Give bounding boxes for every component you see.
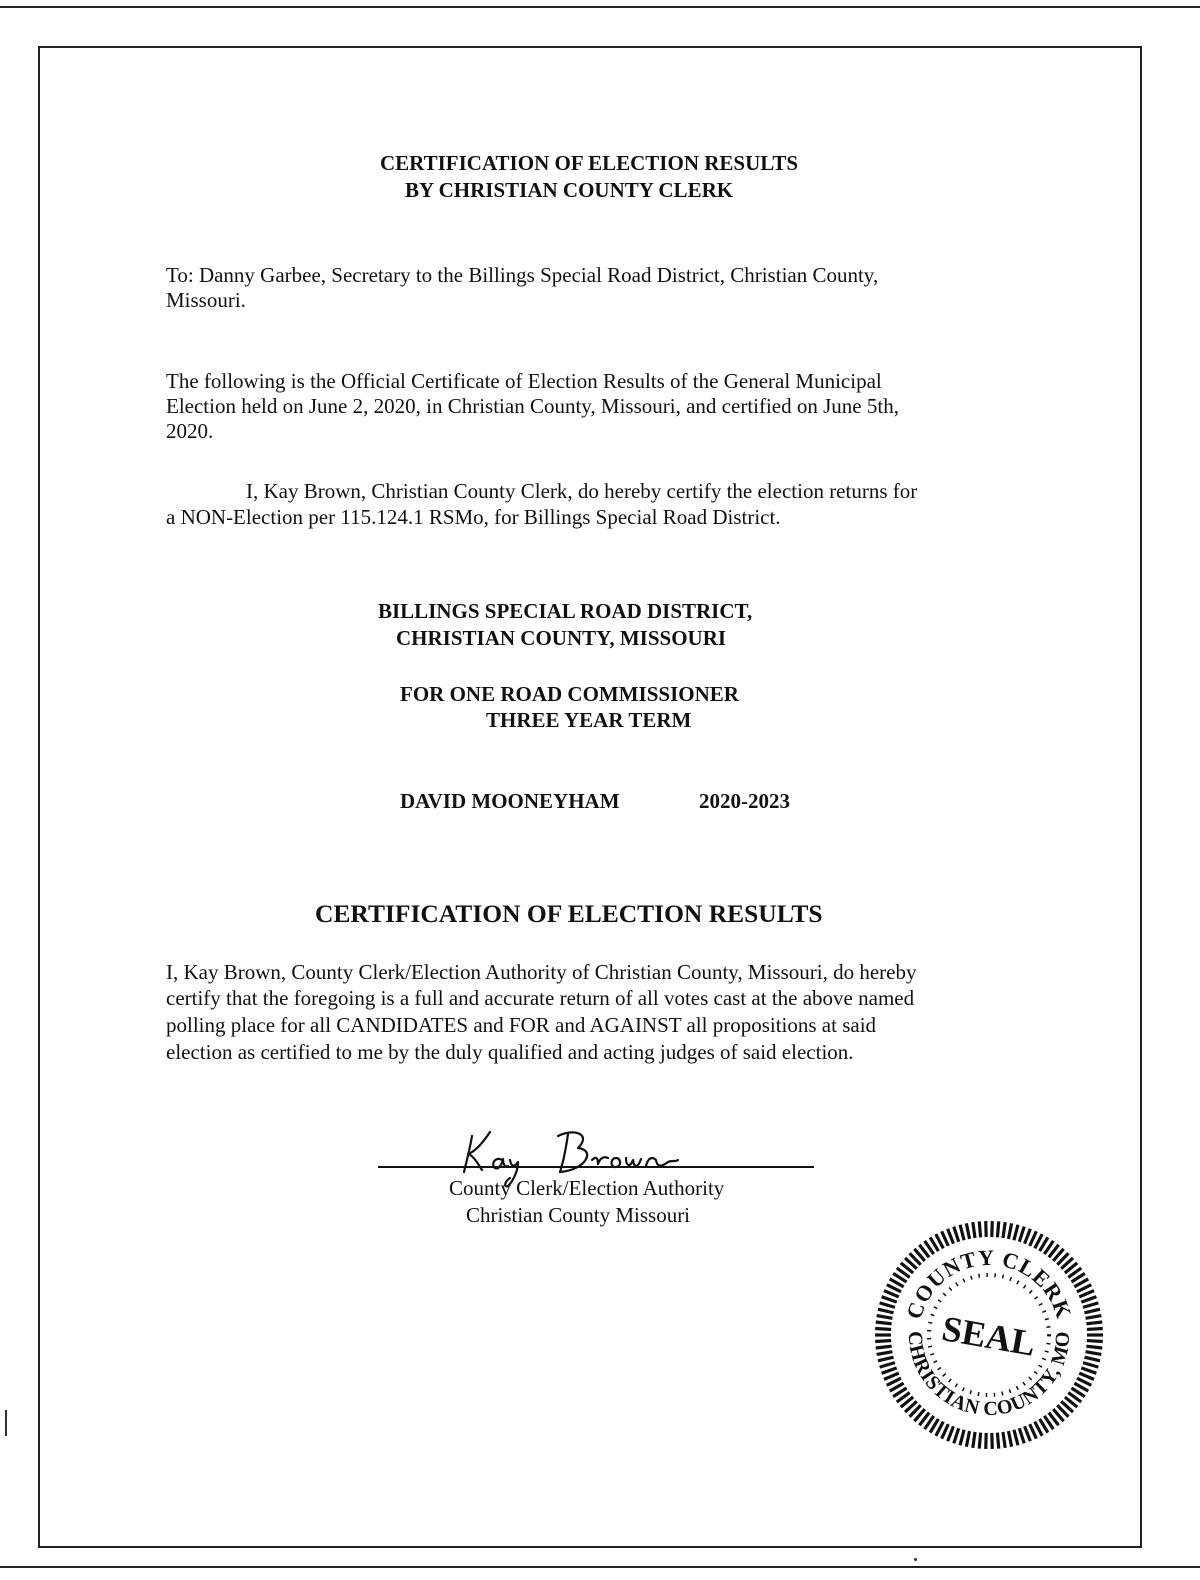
office-line-1: FOR ONE ROAD COMMISSIONER (400, 682, 739, 706)
district-line-2: CHRISTIAN COUNTY, MISSOURI (396, 626, 727, 650)
scan-edge-top (0, 6, 1200, 8)
scan-speck (914, 1558, 917, 1561)
candidate-term: 2020-2023 (699, 789, 790, 813)
signer-title: County Clerk/Election Authority (449, 1176, 725, 1200)
seal-center-text: SEAL (939, 1308, 1039, 1364)
signer-jurisdiction: Christian County Missouri (466, 1203, 691, 1227)
intro-line-3: 2020. (166, 419, 214, 443)
header-line-1: CERTIFICATION OF ELECTION RESULTS (380, 151, 799, 175)
scan-edge-bottom (0, 1566, 1200, 1568)
certification-line-4: election as certified to me by the duly qualified and acting judges of said election. (166, 1040, 854, 1064)
addressee-line-2: Missouri. (166, 288, 246, 312)
county-clerk-seal (872, 1218, 1106, 1452)
certification-heading: CERTIFICATION OF ELECTION RESULTS (315, 899, 823, 928)
certify-line-2: a NON-Election per 115.124.1 RSMo, for Billings Special Road District. (166, 505, 781, 529)
candidate-name: DAVID MOONEYHAM (400, 789, 620, 813)
addressee-line-1: To: Danny Garbee, Secretary to the Billings Special Road District, Christian County, (166, 263, 879, 287)
certification-line-3: polling place for all CANDIDATES and FOR and AGAINST all propositions at said (166, 1013, 877, 1037)
certify-line-1: I, Kay Brown, Christian County Clerk, do hereby certify the election returns for (246, 479, 918, 503)
intro-line-2: Election held on June 2, 2020, in Christian County, Missouri, and certified on June 5th, (166, 394, 899, 418)
scan-mark (5, 1410, 7, 1436)
header-line-2: BY CHRISTIAN COUNTY CLERK (405, 178, 734, 202)
certification-line-2: certify that the foregoing is a full and accurate return of all votes cast at the above named (166, 986, 915, 1010)
office-line-2: THREE YEAR TERM (486, 708, 692, 732)
seal-bottom-text: CHRISTIAN COUNTY, MO (903, 1330, 1075, 1421)
certification-line-1: I, Kay Brown, County Clerk/Election Authority of Christian County, Missouri, do hereby (166, 960, 917, 984)
intro-line-1: The following is the Official Certificate of Election Results of the General Municipal (166, 369, 882, 393)
district-line-1: BILLINGS SPECIAL ROAD DISTRICT, (378, 599, 753, 623)
seal-top-text: COUNTY CLERK (901, 1244, 1077, 1323)
signature-line (378, 1166, 814, 1168)
